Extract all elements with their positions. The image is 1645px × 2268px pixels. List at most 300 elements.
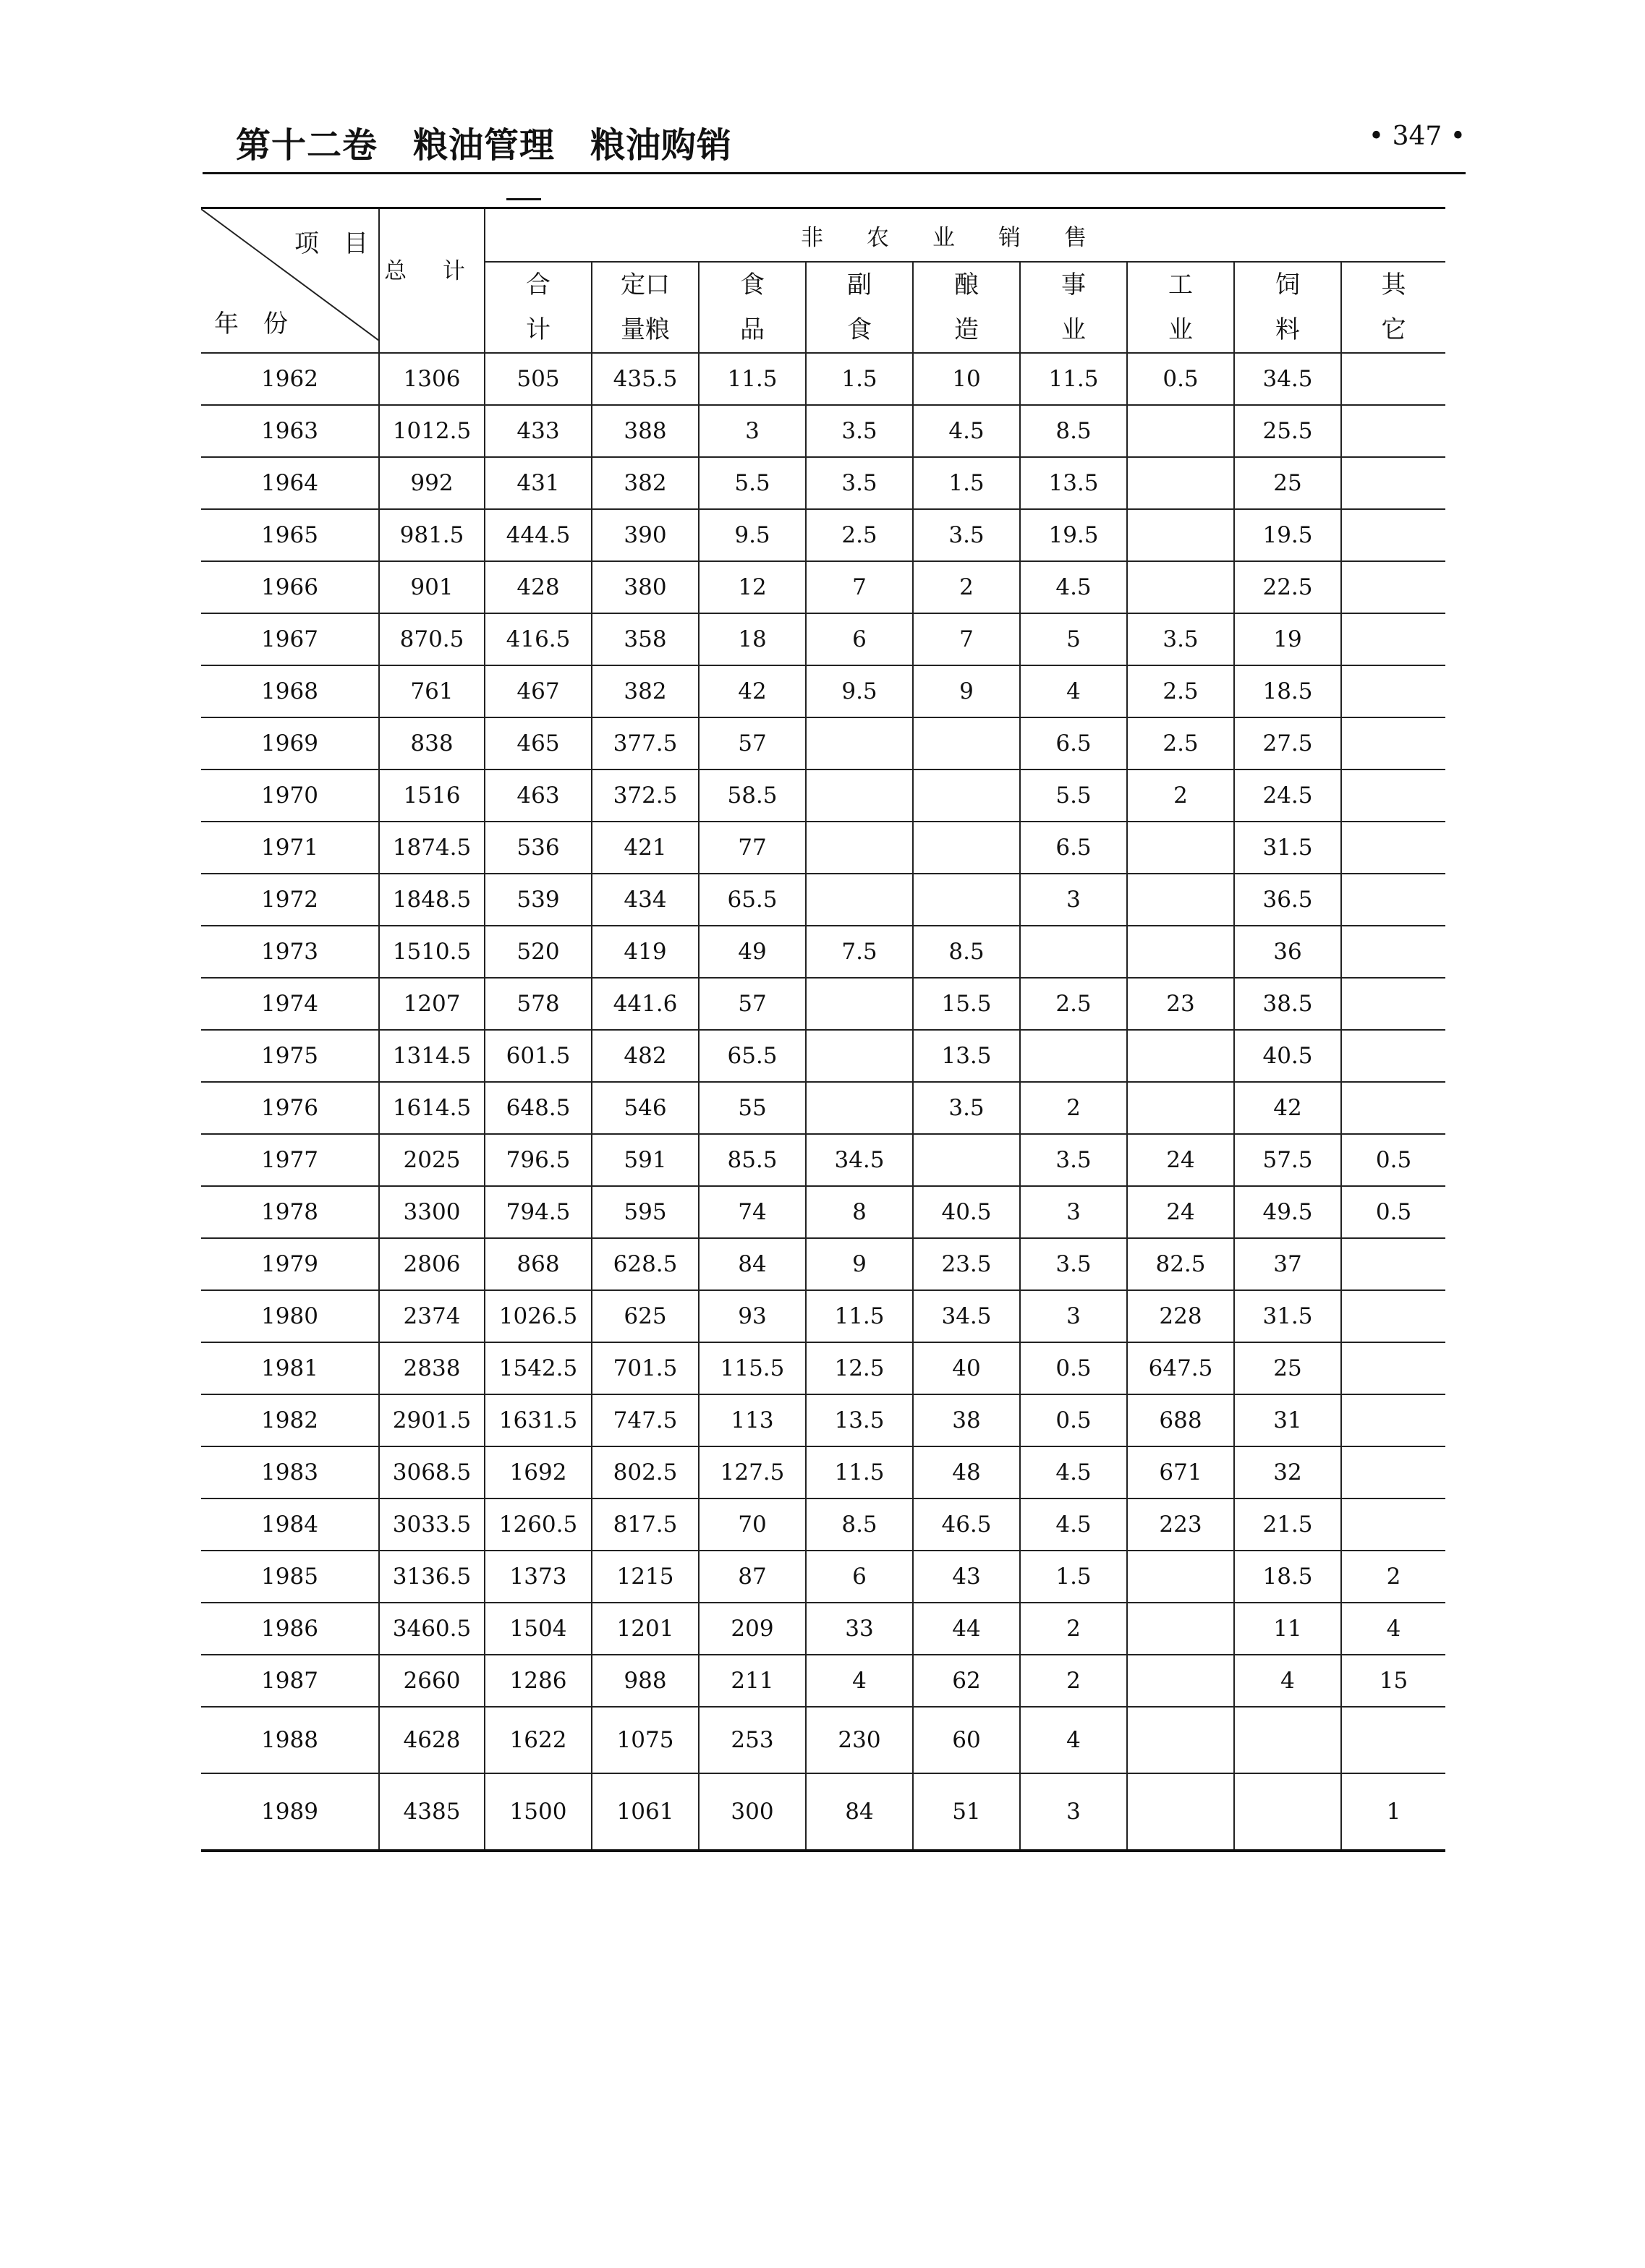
value-cell: 27.5	[1234, 717, 1341, 770]
table-row	[201, 405, 1445, 457]
table-row	[201, 822, 1445, 874]
value-cell: 11	[1234, 1603, 1341, 1655]
year-cell: 1979	[201, 1238, 379, 1290]
value-cell: 87	[699, 1551, 806, 1603]
value-cell: 127.5	[699, 1446, 806, 1498]
value-cell: 8.5	[913, 926, 1020, 978]
value-cell: 802.5	[592, 1446, 699, 1498]
column-header	[592, 262, 699, 353]
value-cell: 65.5	[699, 874, 806, 926]
value-cell: 0.5	[1341, 1134, 1445, 1186]
value-cell	[1341, 1498, 1445, 1551]
value-cell: 24	[1127, 1134, 1234, 1186]
value-cell: 1631.5	[485, 1394, 592, 1446]
value-cell: 817.5	[592, 1498, 699, 1551]
value-cell	[1341, 561, 1445, 613]
value-cell: 1614.5	[379, 1082, 485, 1134]
value-cell: 12.5	[806, 1342, 913, 1394]
value-cell: 2	[1127, 770, 1234, 822]
table-row	[201, 1773, 1445, 1851]
value-cell: 4385	[379, 1773, 485, 1851]
value-cell: 2660	[379, 1655, 485, 1707]
value-cell	[1341, 1030, 1445, 1082]
value-cell: 1848.5	[379, 874, 485, 926]
table-row	[201, 1707, 1445, 1773]
value-cell: 2806	[379, 1238, 485, 1290]
value-cell: 3460.5	[379, 1603, 485, 1655]
year-cell: 1985	[201, 1551, 379, 1603]
table-row	[201, 509, 1445, 561]
table-row	[201, 770, 1445, 822]
year-cell: 1963	[201, 405, 379, 457]
running-title: 第十二卷 粮油管理 粮油购销	[236, 125, 733, 166]
value-cell: 93	[699, 1290, 806, 1342]
value-cell	[1127, 509, 1234, 561]
table-row	[201, 1238, 1445, 1290]
value-cell: 1075	[592, 1707, 699, 1773]
value-cell: 1504	[485, 1603, 592, 1655]
table-row	[201, 1290, 1445, 1342]
column-header	[806, 262, 913, 353]
header-rule	[203, 172, 1466, 174]
column-header	[699, 262, 806, 353]
value-cell: 3068.5	[379, 1446, 485, 1498]
value-cell: 2	[1341, 1551, 1445, 1603]
value-cell	[1127, 1655, 1234, 1707]
table-row	[201, 978, 1445, 1030]
value-cell: 60	[913, 1707, 1020, 1773]
value-cell	[806, 822, 913, 874]
value-cell: 3033.5	[379, 1498, 485, 1551]
value-cell: 18	[699, 613, 806, 665]
year-cell: 1975	[201, 1030, 379, 1082]
value-cell: 9.5	[699, 509, 806, 561]
value-cell	[1234, 1707, 1341, 1773]
value-cell: 57	[699, 717, 806, 770]
year-cell: 1974	[201, 978, 379, 1030]
value-cell: 382	[592, 457, 699, 509]
corner-item-label: 项 目	[294, 229, 368, 258]
column-header-text: 品	[740, 315, 765, 344]
table-row	[201, 613, 1445, 665]
value-cell: 0.5	[1341, 1186, 1445, 1238]
value-cell: 434	[592, 874, 699, 926]
value-cell: 209	[699, 1603, 806, 1655]
value-cell: 701.5	[592, 1342, 699, 1394]
value-cell: 22.5	[1234, 561, 1341, 613]
short-mark	[506, 198, 541, 200]
value-cell: 761	[379, 665, 485, 717]
value-cell: 2	[1020, 1603, 1127, 1655]
value-cell: 578	[485, 978, 592, 1030]
table-row	[201, 1186, 1445, 1238]
value-cell	[806, 1082, 913, 1134]
value-cell	[913, 717, 1020, 770]
column-header-text: 酿	[954, 270, 979, 299]
value-cell	[1341, 1342, 1445, 1394]
value-cell: 65.5	[699, 1030, 806, 1082]
table-row	[201, 1082, 1445, 1134]
value-cell: 42	[699, 665, 806, 717]
year-cell: 1978	[201, 1186, 379, 1238]
column-header-text: 其	[1381, 270, 1406, 299]
value-cell: 3.5	[1020, 1134, 1127, 1186]
value-cell: 747.5	[592, 1394, 699, 1446]
value-cell: 4.5	[1020, 1446, 1127, 1498]
value-cell: 1.5	[806, 353, 913, 405]
column-header-text: 定口	[621, 270, 670, 299]
value-cell: 48	[913, 1446, 1020, 1498]
value-cell: 84	[699, 1238, 806, 1290]
value-cell: 433	[485, 405, 592, 457]
value-cell: 421	[592, 822, 699, 874]
value-cell: 4	[1234, 1655, 1341, 1707]
value-cell: 5	[1020, 613, 1127, 665]
value-cell	[1127, 926, 1234, 978]
value-cell	[806, 978, 913, 1030]
value-cell: 82.5	[1127, 1238, 1234, 1290]
value-cell: 539	[485, 874, 592, 926]
value-cell: 6	[806, 613, 913, 665]
value-cell	[1341, 1446, 1445, 1498]
value-cell	[1341, 1394, 1445, 1446]
value-cell: 388	[592, 405, 699, 457]
value-cell: 2.5	[1020, 978, 1127, 1030]
value-cell: 0.5	[1020, 1394, 1127, 1446]
value-cell: 428	[485, 561, 592, 613]
value-cell: 0.5	[1127, 353, 1234, 405]
value-cell: 9	[913, 665, 1020, 717]
value-cell	[806, 874, 913, 926]
year-cell: 1966	[201, 561, 379, 613]
value-cell: 2	[913, 561, 1020, 613]
column-header-text: 业	[1168, 315, 1193, 344]
table-row	[201, 457, 1445, 509]
value-cell: 40.5	[1234, 1030, 1341, 1082]
column-header-text: 量粮	[621, 315, 670, 344]
value-cell: 901	[379, 561, 485, 613]
value-cell: 1260.5	[485, 1498, 592, 1551]
value-cell: 2838	[379, 1342, 485, 1394]
value-cell: 58.5	[699, 770, 806, 822]
value-cell: 0.5	[1020, 1342, 1127, 1394]
value-cell: 431	[485, 457, 592, 509]
year-cell: 1970	[201, 770, 379, 822]
value-cell: 15.5	[913, 978, 1020, 1030]
table-row	[201, 1030, 1445, 1082]
value-cell: 4.5	[1020, 1498, 1127, 1551]
value-cell: 40.5	[913, 1186, 1020, 1238]
value-cell: 1516	[379, 770, 485, 822]
table-row	[201, 1446, 1445, 1498]
value-cell: 24	[1127, 1186, 1234, 1238]
table-row	[201, 561, 1445, 613]
value-cell: 49	[699, 926, 806, 978]
value-cell: 84	[806, 1773, 913, 1851]
value-cell: 3	[1020, 874, 1127, 926]
value-cell	[1020, 926, 1127, 978]
sales-table	[201, 207, 1445, 1852]
value-cell: 51	[913, 1773, 1020, 1851]
value-cell: 463	[485, 770, 592, 822]
column-header	[913, 262, 1020, 353]
value-cell: 25.5	[1234, 405, 1341, 457]
value-cell: 6.5	[1020, 717, 1127, 770]
value-cell: 591	[592, 1134, 699, 1186]
value-cell: 13.5	[913, 1030, 1020, 1082]
value-cell: 7	[913, 613, 1020, 665]
column-header-text: 事	[1061, 270, 1086, 299]
value-cell: 38.5	[1234, 978, 1341, 1030]
value-cell	[913, 1134, 1020, 1186]
column-header-text: 食	[847, 315, 872, 344]
value-cell: 1286	[485, 1655, 592, 1707]
year-cell: 1977	[201, 1134, 379, 1186]
value-cell: 2	[1020, 1082, 1127, 1134]
year-cell: 1973	[201, 926, 379, 978]
value-cell: 11.5	[806, 1446, 913, 1498]
value-cell: 1314.5	[379, 1030, 485, 1082]
value-cell: 1510.5	[379, 926, 485, 978]
column-header-text: 工	[1168, 270, 1193, 299]
table-row	[201, 874, 1445, 926]
total-header: 总 计	[379, 208, 485, 354]
value-cell: 1373	[485, 1551, 592, 1603]
value-cell	[1341, 717, 1445, 770]
corner-cell	[201, 208, 379, 354]
value-cell	[1341, 1707, 1445, 1773]
value-cell: 8.5	[806, 1498, 913, 1551]
value-cell: 24.5	[1234, 770, 1341, 822]
value-cell: 988	[592, 1655, 699, 1707]
column-header	[485, 262, 592, 353]
value-cell: 3.5	[913, 509, 1020, 561]
value-cell: 2025	[379, 1134, 485, 1186]
value-cell: 34.5	[913, 1290, 1020, 1342]
value-cell: 416.5	[485, 613, 592, 665]
value-cell	[1341, 405, 1445, 457]
value-cell	[913, 822, 1020, 874]
value-cell: 647.5	[1127, 1342, 1234, 1394]
value-cell: 358	[592, 613, 699, 665]
year-cell: 1986	[201, 1603, 379, 1655]
value-cell: 435.5	[592, 353, 699, 405]
value-cell: 31	[1234, 1394, 1341, 1446]
value-cell: 4.5	[913, 405, 1020, 457]
value-cell: 2.5	[1127, 665, 1234, 717]
value-cell: 40	[913, 1342, 1020, 1394]
value-cell	[913, 874, 1020, 926]
value-cell	[1127, 457, 1234, 509]
value-cell: 6.5	[1020, 822, 1127, 874]
year-cell: 1980	[201, 1290, 379, 1342]
value-cell: 536	[485, 822, 592, 874]
value-cell: 2.5	[1127, 717, 1234, 770]
value-cell: 11.5	[806, 1290, 913, 1342]
value-cell: 10	[913, 353, 1020, 405]
table-row	[201, 665, 1445, 717]
column-header	[1341, 262, 1445, 353]
column-header	[1127, 262, 1234, 353]
year-cell: 1983	[201, 1446, 379, 1498]
value-cell: 377.5	[592, 717, 699, 770]
value-cell: 23	[1127, 978, 1234, 1030]
value-cell: 4	[1341, 1603, 1445, 1655]
value-cell: 13.5	[806, 1394, 913, 1446]
value-cell: 9.5	[806, 665, 913, 717]
table-row	[201, 1655, 1445, 1707]
column-header	[1234, 262, 1341, 353]
value-cell: 19.5	[1234, 509, 1341, 561]
year-cell: 1984	[201, 1498, 379, 1551]
value-cell	[806, 717, 913, 770]
page-number: • 347 •	[1368, 122, 1466, 151]
value-cell: 372.5	[592, 770, 699, 822]
value-cell: 43	[913, 1551, 1020, 1603]
value-cell: 1874.5	[379, 822, 485, 874]
value-cell	[806, 1030, 913, 1082]
value-cell: 520	[485, 926, 592, 978]
value-cell: 601.5	[485, 1030, 592, 1082]
value-cell: 11.5	[699, 353, 806, 405]
column-header-text: 业	[1061, 315, 1086, 344]
value-cell: 37	[1234, 1238, 1341, 1290]
year-cell: 1969	[201, 717, 379, 770]
year-cell: 1962	[201, 353, 379, 405]
column-header-text: 合	[526, 270, 551, 299]
value-cell: 1012.5	[379, 405, 485, 457]
value-cell: 868	[485, 1238, 592, 1290]
year-cell: 1967	[201, 613, 379, 665]
value-cell	[1127, 1030, 1234, 1082]
value-cell	[1020, 1030, 1127, 1082]
year-cell: 1965	[201, 509, 379, 561]
value-cell	[1341, 770, 1445, 822]
year-cell: 1988	[201, 1707, 379, 1773]
value-cell: 31.5	[1234, 1290, 1341, 1342]
year-cell: 1976	[201, 1082, 379, 1134]
value-cell	[1341, 1238, 1445, 1290]
value-cell: 382	[592, 665, 699, 717]
value-cell: 2901.5	[379, 1394, 485, 1446]
value-cell	[1127, 405, 1234, 457]
value-cell: 1061	[592, 1773, 699, 1851]
value-cell: 11.5	[1020, 353, 1127, 405]
value-cell: 18.5	[1234, 665, 1341, 717]
value-cell: 31.5	[1234, 822, 1341, 874]
value-cell: 5.5	[1020, 770, 1127, 822]
value-cell: 21.5	[1234, 1498, 1341, 1551]
value-cell: 3	[1020, 1773, 1127, 1851]
value-cell: 1692	[485, 1446, 592, 1498]
value-cell	[1341, 509, 1445, 561]
value-cell: 7	[806, 561, 913, 613]
value-cell	[913, 770, 1020, 822]
column-header	[1020, 262, 1127, 353]
year-cell: 1972	[201, 874, 379, 926]
value-cell	[1341, 978, 1445, 1030]
value-cell: 625	[592, 1290, 699, 1342]
value-cell: 628.5	[592, 1238, 699, 1290]
value-cell: 25	[1234, 1342, 1341, 1394]
value-cell: 546	[592, 1082, 699, 1134]
value-cell: 3	[699, 405, 806, 457]
value-cell: 19	[1234, 613, 1341, 665]
year-cell: 1971	[201, 822, 379, 874]
value-cell: 870.5	[379, 613, 485, 665]
value-cell: 505	[485, 353, 592, 405]
value-cell: 23.5	[913, 1238, 1020, 1290]
value-cell: 230	[806, 1707, 913, 1773]
value-cell: 482	[592, 1030, 699, 1082]
value-cell	[1127, 822, 1234, 874]
column-header-text: 计	[526, 315, 551, 344]
year-cell: 1982	[201, 1394, 379, 1446]
value-cell: 85.5	[699, 1134, 806, 1186]
value-cell: 300	[699, 1773, 806, 1851]
year-cell: 1981	[201, 1342, 379, 1394]
value-cell: 55	[699, 1082, 806, 1134]
value-cell: 115.5	[699, 1342, 806, 1394]
column-header-text: 它	[1381, 315, 1406, 344]
value-cell: 1	[1341, 1773, 1445, 1851]
value-cell: 44	[913, 1603, 1020, 1655]
value-cell: 7.5	[806, 926, 913, 978]
value-cell: 796.5	[485, 1134, 592, 1186]
value-cell: 794.5	[485, 1186, 592, 1238]
year-cell: 1964	[201, 457, 379, 509]
value-cell	[1341, 457, 1445, 509]
value-cell: 390	[592, 509, 699, 561]
value-cell: 2374	[379, 1290, 485, 1342]
value-cell: 1542.5	[485, 1342, 592, 1394]
table-row	[201, 1342, 1445, 1394]
corner-year-label: 年 份	[214, 310, 288, 338]
value-cell: 3.5	[1127, 613, 1234, 665]
value-cell: 33	[806, 1603, 913, 1655]
value-cell: 32	[1234, 1446, 1341, 1498]
value-cell: 419	[592, 926, 699, 978]
value-cell: 3.5	[1020, 1238, 1127, 1290]
value-cell	[1127, 1603, 1234, 1655]
value-cell: 19.5	[1020, 509, 1127, 561]
value-cell: 46.5	[913, 1498, 1020, 1551]
value-cell: 1500	[485, 1773, 592, 1851]
value-cell	[1341, 926, 1445, 978]
column-header-text: 食	[740, 270, 765, 299]
value-cell: 688	[1127, 1394, 1234, 1446]
value-cell	[1234, 1773, 1341, 1851]
value-cell: 228	[1127, 1290, 1234, 1342]
value-cell: 992	[379, 457, 485, 509]
value-cell: 34.5	[806, 1134, 913, 1186]
value-cell: 1.5	[1020, 1551, 1127, 1603]
value-cell: 4628	[379, 1707, 485, 1773]
value-cell: 648.5	[485, 1082, 592, 1134]
value-cell: 77	[699, 822, 806, 874]
value-cell: 4	[1020, 1707, 1127, 1773]
value-cell: 57	[699, 978, 806, 1030]
value-cell: 4.5	[1020, 561, 1127, 613]
value-cell: 981.5	[379, 509, 485, 561]
value-cell: 3.5	[913, 1082, 1020, 1134]
value-cell	[1341, 613, 1445, 665]
value-cell	[1341, 822, 1445, 874]
value-cell: 3136.5	[379, 1551, 485, 1603]
value-cell: 2	[1020, 1655, 1127, 1707]
value-cell	[1341, 874, 1445, 926]
value-cell: 57.5	[1234, 1134, 1341, 1186]
